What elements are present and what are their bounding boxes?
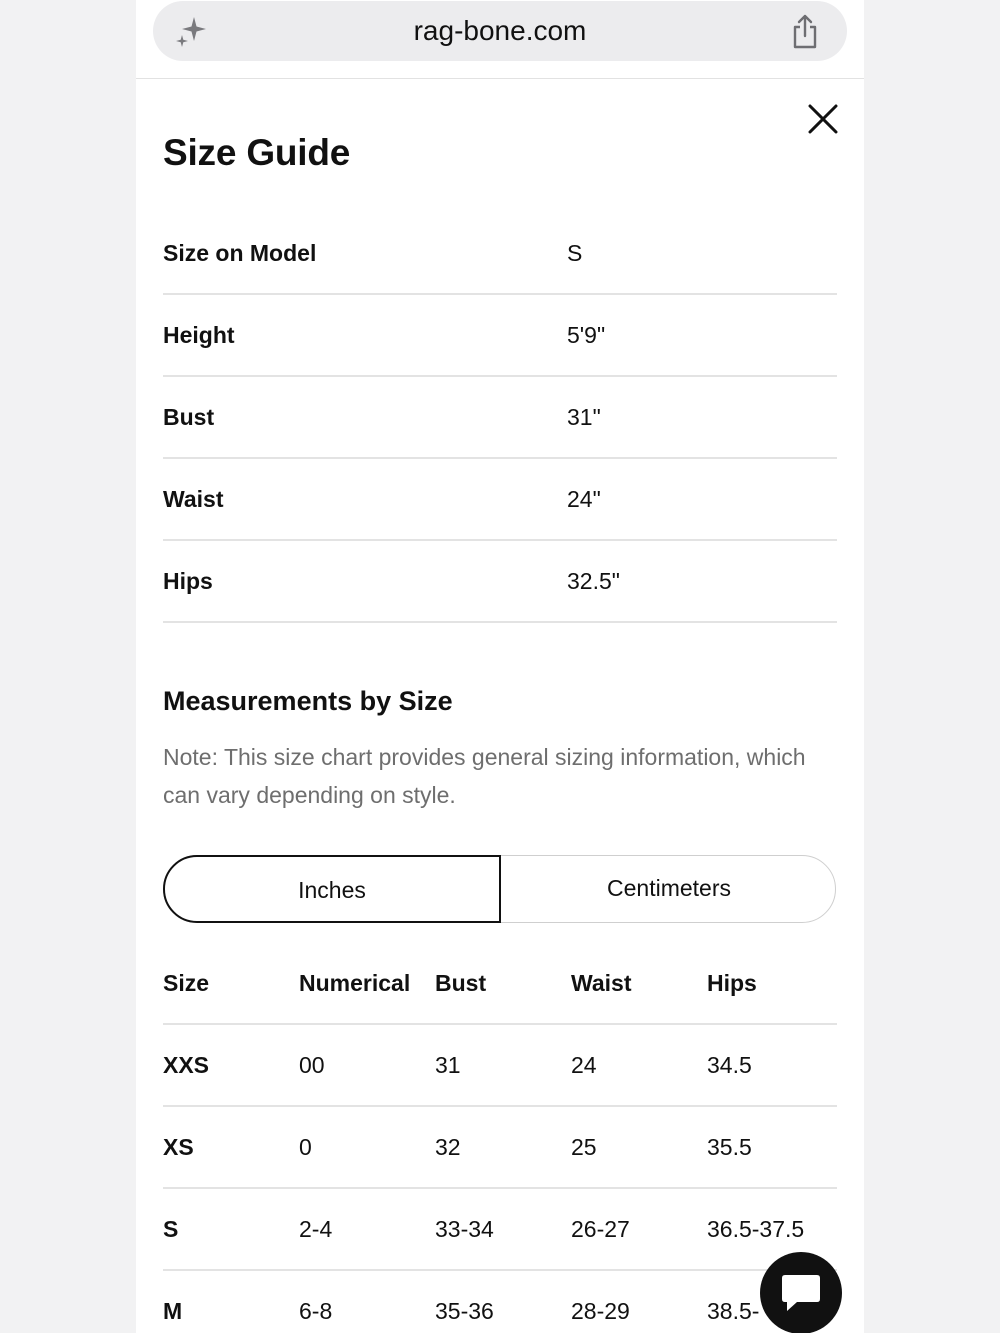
table-cell: 6-8	[299, 1298, 333, 1324]
table-cell: 35-36	[435, 1298, 494, 1324]
table-header-row	[163, 943, 837, 1025]
table-cell: 33-34	[435, 1216, 494, 1242]
table-cell: 38.5-	[707, 1298, 760, 1324]
model-value: 31"	[567, 404, 601, 430]
share-icon[interactable]	[789, 14, 821, 50]
chat-button[interactable]	[760, 1252, 842, 1333]
model-label: Waist	[163, 486, 224, 512]
model-label: Height	[163, 322, 235, 348]
table-cell: 35.5	[707, 1134, 752, 1160]
address-bar[interactable]	[153, 1, 847, 61]
size-note: Note: This size chart provides general sizing information, which can vary depending on style.	[163, 744, 806, 808]
modal-title: Size Guide	[163, 132, 351, 173]
size-cell: XXS	[163, 1052, 210, 1078]
measurements-heading: Measurements by Size	[163, 686, 453, 716]
table-row	[163, 1271, 837, 1333]
table-cell: 24	[571, 1052, 597, 1078]
divider	[136, 78, 864, 79]
size-table	[163, 943, 837, 1333]
column-header: Hips	[707, 970, 757, 996]
model-label: Size on Model	[163, 240, 317, 266]
close-icon[interactable]	[808, 104, 838, 134]
table-cell: 34.5	[707, 1052, 752, 1078]
column-header: Size	[163, 970, 210, 996]
chat-icon	[779, 1271, 823, 1315]
column-header: Numerical	[299, 970, 411, 996]
model-value: 24"	[567, 486, 601, 512]
table-cell: 36.5-37.5	[707, 1216, 805, 1242]
table-cell: 25	[571, 1134, 597, 1160]
table-cell: 26-27	[571, 1216, 630, 1242]
phone-screen	[136, 0, 864, 1333]
url-text[interactable]: rag-bone.com	[413, 15, 587, 46]
model-value: 32.5"	[567, 568, 620, 594]
model-value: S	[567, 240, 583, 266]
model-row	[163, 377, 837, 459]
model-value: 5'9"	[567, 322, 606, 348]
model-row	[163, 541, 837, 623]
centimeters-option[interactable]: Centimeters	[607, 875, 731, 901]
table-cell: 0	[299, 1134, 312, 1160]
model-row	[163, 213, 837, 295]
table-row	[163, 1107, 837, 1189]
model-label: Hips	[163, 568, 213, 594]
column-header: Waist	[571, 970, 632, 996]
table-row	[163, 1025, 837, 1107]
model-row	[163, 295, 837, 377]
size-cell: XS	[163, 1134, 194, 1160]
size-cell: M	[163, 1298, 183, 1324]
table-row	[163, 1189, 837, 1271]
table-cell: 31	[435, 1052, 461, 1078]
table-cell: 00	[299, 1052, 325, 1078]
table-cell: 28-29	[571, 1298, 630, 1324]
table-cell: 2-4	[299, 1216, 333, 1242]
inches-option[interactable]: Inches	[163, 855, 501, 923]
model-row	[163, 459, 837, 541]
table-cell: 32	[435, 1134, 461, 1160]
size-cell: S	[163, 1216, 179, 1242]
model-info-table	[163, 213, 837, 623]
unit-toggle	[163, 855, 836, 923]
model-label: Bust	[163, 404, 215, 430]
column-header: Bust	[435, 970, 487, 996]
